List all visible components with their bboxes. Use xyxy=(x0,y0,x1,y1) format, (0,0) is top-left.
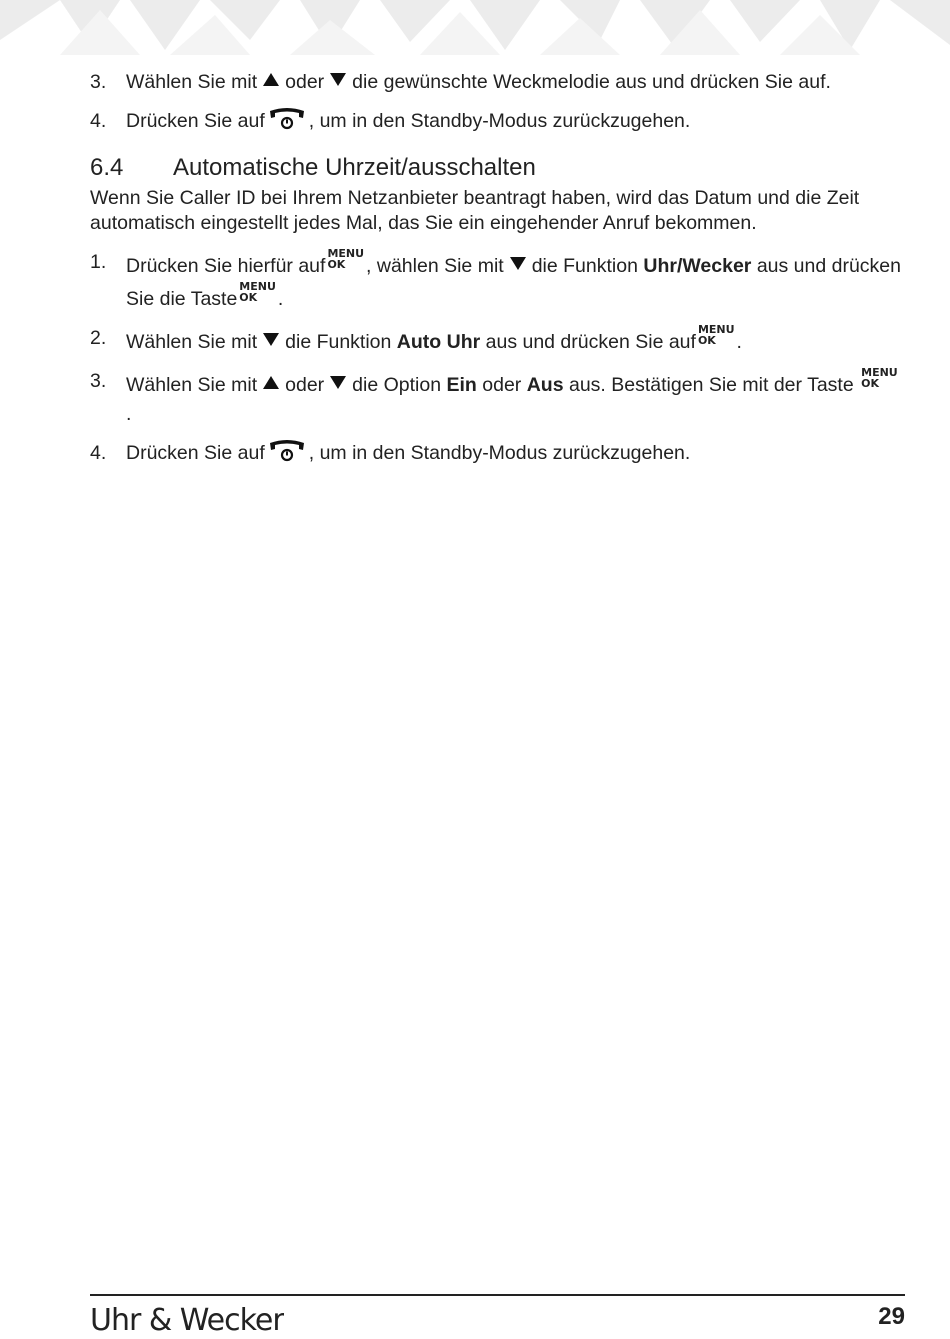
keyword: Uhr/Wecker xyxy=(643,255,752,277)
list-item: 3. Wählen Sie mit oder die gewünschte Weckmelodie aus und drücken Sie auf. xyxy=(90,68,905,97)
section-intro: Wenn Sie Caller ID bei Ihrem Netzanbieter beantragt haben, wird das Datum und die Zeit automatisch eingestellt jedes Mal, das Sie ein eingehender Anruf bekommen. xyxy=(90,187,860,234)
end-call-key-icon xyxy=(267,439,307,472)
list-item: 1. Drücken Sie hierfür auf MENU OK , wählen Sie mit die Funktion Uhr/Wecker aus und drücken Sie die Taste MENU OK . xyxy=(90,247,901,310)
step-number: 3. xyxy=(90,370,107,392)
arrow-down-icon xyxy=(510,257,526,270)
arrow-up-icon xyxy=(263,73,279,86)
menu-ok-key-icon: MENU OK xyxy=(327,247,365,271)
footer-divider xyxy=(90,1294,905,1296)
section-heading xyxy=(90,154,905,182)
keyword: Auto Uhr xyxy=(396,331,481,353)
arrow-up-icon xyxy=(263,376,279,389)
step-number: 4. xyxy=(90,442,107,464)
step-number: 2. xyxy=(90,327,107,349)
page-number: 29 xyxy=(878,1303,905,1330)
arrow-down-icon xyxy=(330,73,346,86)
list-item: 4. Drücken Sie auf , um in den Standby-Modus zurückzugehen. xyxy=(90,439,905,472)
arrow-down-icon xyxy=(263,333,279,346)
step-number: 3. xyxy=(90,71,107,93)
list-item: 2. Wählen Sie mit die Funktion Auto Uhr aus und drücken Sie auf MENU OK . xyxy=(90,323,742,353)
arrow-down-icon xyxy=(330,376,346,389)
footer-chapter-title: Uhr & Wecker xyxy=(90,1303,284,1338)
list-item: 3. Wählen Sie mit oder die Option Ein oder Aus aus. Bestätigen Sie mit der Taste MENU OK . xyxy=(90,366,898,425)
menu-ok-key-icon: MENU OK xyxy=(697,323,735,347)
section-number: 6.4 xyxy=(90,154,124,181)
list-item: 4. Drücken Sie auf , um in den Standby-Modus zurückzugehen. xyxy=(90,107,905,140)
menu-ok-key-icon: MENU OK xyxy=(239,280,276,304)
step-number: 4. xyxy=(90,110,107,132)
section-title: Automatische Uhrzeit/ausschalten xyxy=(173,154,536,181)
decorative-triangle-pattern xyxy=(0,0,950,55)
step-number: 1. xyxy=(90,251,107,273)
menu-ok-key-icon: MENU OK xyxy=(861,366,898,390)
page-content xyxy=(90,68,905,482)
keyword: Aus xyxy=(526,374,564,396)
end-call-key-icon xyxy=(267,107,307,140)
keyword: Ein xyxy=(446,374,477,396)
